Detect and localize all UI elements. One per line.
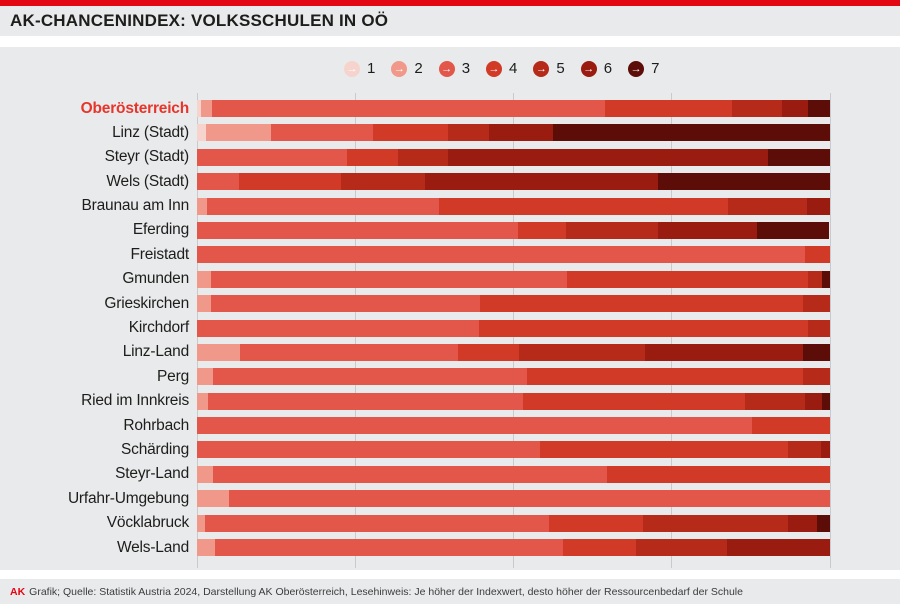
bar-segment-index-6: [805, 393, 822, 410]
chart-row: [0, 539, 900, 556]
title-band: [0, 6, 900, 36]
chart-row: [0, 320, 900, 337]
legend-label: 1: [367, 60, 376, 77]
arrow-glyph: →: [346, 62, 358, 75]
row-label: Urfahr-Umgebung: [67, 489, 189, 507]
bar-segment-index-3: [211, 295, 480, 312]
bar-segment-index-4: [458, 344, 519, 361]
legend-item-4: [486, 60, 517, 77]
stacked-bar: [197, 393, 830, 410]
legend-item-3: [439, 60, 470, 77]
arrow-right-icon: [439, 61, 455, 77]
bar-segment-index-2: [197, 490, 229, 507]
bar-segment-index-5: [745, 393, 805, 410]
bar-segment-index-3: [197, 441, 540, 458]
row-label: Eferding: [132, 221, 189, 239]
bar-segment-index-4: [605, 100, 732, 117]
chart-row: [0, 173, 900, 190]
stacked-bar: [197, 173, 830, 190]
row-label: Perg: [157, 367, 189, 385]
source-text: Grafik; Quelle: Statistik Austria 2024, Darstellung AK Oberösterreich, Lesehinweis: Je höher der Indexwert, desto höher der Ressourcenbedarf der Schule: [29, 585, 743, 598]
bar-segment-index-2: [206, 124, 271, 141]
bar-segment-index-6: [425, 173, 657, 190]
stacked-bar-chart: [0, 100, 900, 563]
chart-row: [0, 515, 900, 532]
chart-row: [0, 149, 900, 166]
bar-segment-index-4: [479, 320, 808, 337]
arrow-right-icon: [533, 61, 549, 77]
stacked-bar: [197, 344, 830, 361]
bar-segment-index-4: [518, 222, 566, 239]
row-label: Braunau am Inn: [81, 197, 189, 215]
legend-item-7: [628, 60, 659, 77]
divider: [0, 36, 900, 47]
bar-segment-index-6: [821, 441, 830, 458]
bar-segment-index-4: [439, 198, 728, 215]
chart-row: [0, 441, 900, 458]
row-label: Steyr-Land: [115, 465, 189, 483]
arrow-glyph: →: [393, 62, 405, 75]
legend-label: 5: [556, 60, 565, 77]
chart-row: [0, 222, 900, 239]
stacked-bar: [197, 368, 830, 385]
row-label: Steyr (Stadt): [104, 148, 189, 166]
bar-segment-index-5: [448, 124, 490, 141]
bar-segment-index-4: [523, 393, 745, 410]
bar-segment-index-2: [197, 271, 211, 288]
row-label: Kirchdorf: [128, 319, 189, 337]
stacked-bar: [197, 539, 830, 556]
chart-row: [0, 124, 900, 141]
legend-label: 3: [461, 60, 471, 77]
bar-segment-index-3: [211, 271, 567, 288]
bar-segment-index-3: [197, 222, 518, 239]
bar-segment-index-5: [803, 295, 830, 312]
bar-segment-index-5: [808, 271, 822, 288]
bar-segment-index-7: [817, 515, 830, 532]
bar-segment-index-5: [398, 149, 448, 166]
stacked-bar: [197, 149, 830, 166]
chart-row: [0, 466, 900, 483]
bar-segment-index-5: [803, 368, 830, 385]
chart-row: [0, 271, 900, 288]
legend-item-6: [581, 60, 612, 77]
bar-segment-index-5: [519, 344, 645, 361]
bar-segment-index-2: [197, 198, 207, 215]
bar-segment-index-6: [807, 198, 830, 215]
legend-label: 2: [414, 60, 423, 77]
bar-segment-index-3: [197, 173, 239, 190]
arrow-glyph: →: [535, 62, 547, 75]
bar-segment-index-4: [752, 417, 830, 434]
bar-segment-index-6: [489, 124, 552, 141]
stacked-bar: [197, 100, 830, 117]
arrow-right-icon: [581, 61, 597, 77]
row-label: Ried im Innkreis: [81, 392, 189, 410]
legend: [344, 60, 675, 77]
legend-label: 7: [651, 60, 660, 77]
stacked-bar: [197, 198, 830, 215]
stacked-bar: [197, 441, 830, 458]
chart-row: [0, 198, 900, 215]
arrow-glyph: →: [630, 62, 642, 75]
row-label: Oberösterreich: [80, 99, 189, 117]
bar-segment-index-4: [567, 271, 808, 288]
legend-label: 6: [603, 60, 613, 77]
arrow-glyph: →: [441, 62, 453, 75]
bar-segment-index-3: [197, 149, 347, 166]
bar-segment-index-6: [645, 344, 803, 361]
bar-segment-index-6: [727, 539, 830, 556]
chart-rows: [0, 100, 900, 556]
bar-segment-index-6: [782, 100, 808, 117]
bar-segment-index-3: [207, 198, 439, 215]
row-label: Schärding: [121, 440, 189, 458]
chart-row: [0, 295, 900, 312]
row-label: Linz (Stadt): [112, 123, 189, 141]
bar-segment-index-3: [213, 368, 527, 385]
bar-segment-index-6: [448, 149, 768, 166]
stacked-bar: [197, 490, 830, 507]
bar-segment-index-4: [549, 515, 643, 532]
bar-segment-index-4: [607, 466, 830, 483]
stacked-bar: [197, 515, 830, 532]
bar-segment-index-5: [566, 222, 658, 239]
bar-segment-index-6: [788, 515, 817, 532]
stacked-bar: [197, 320, 830, 337]
stacked-bar: [197, 124, 830, 141]
bar-segment-index-3: [271, 124, 373, 141]
bar-segment-index-7: [757, 222, 830, 239]
chart-panel: [0, 47, 900, 570]
bar-segment-index-2: [197, 295, 211, 312]
bar-segment-index-5: [341, 173, 426, 190]
arrow-right-icon: [391, 61, 407, 77]
bar-segment-index-3: [208, 393, 523, 410]
row-label: Gmunden: [122, 270, 189, 288]
bar-segment-index-5: [636, 539, 727, 556]
arrow-glyph: →: [488, 62, 500, 75]
bar-segment-index-5: [808, 320, 830, 337]
bar-segment-index-4: [373, 124, 448, 141]
brand-ak: AK: [10, 585, 26, 598]
legend-label: 4: [509, 60, 518, 77]
bar-segment-index-3: [197, 320, 479, 337]
bar-segment-index-3: [213, 466, 607, 483]
bar-segment-index-1: [197, 124, 206, 141]
stacked-bar: [197, 246, 830, 263]
source-band: [0, 579, 900, 604]
bar-segment-index-6: [658, 222, 757, 239]
bar-segment-index-2: [197, 393, 208, 410]
bar-segment-index-2: [197, 344, 240, 361]
bar-segment-index-5: [788, 441, 821, 458]
bar-segment-index-2: [201, 100, 212, 117]
bar-segment-index-5: [728, 198, 807, 215]
chart-row: [0, 417, 900, 434]
bar-segment-index-7: [553, 124, 830, 141]
bar-segment-index-4: [805, 246, 830, 263]
row-label: Wels (Stadt): [106, 172, 189, 190]
row-label: Freistadt: [130, 245, 189, 263]
bar-segment-index-4: [239, 173, 341, 190]
legend-item-5: [533, 60, 564, 77]
chart-row: [0, 490, 900, 507]
chart-row: [0, 100, 900, 117]
bar-segment-index-2: [197, 368, 213, 385]
bar-segment-index-3: [197, 246, 805, 263]
bar-segment-index-4: [563, 539, 636, 556]
stacked-bar: [197, 271, 830, 288]
page-title: AK-CHANCENINDEX: VOLKSSCHULEN IN OÖ: [10, 11, 389, 30]
bar-segment-index-4: [527, 368, 803, 385]
row-label: Linz-Land: [122, 343, 189, 361]
row-label: Vöcklabruck: [106, 514, 189, 532]
chart-row: [0, 344, 900, 361]
bar-segment-index-2: [197, 539, 215, 556]
bar-segment-index-3: [212, 100, 605, 117]
bar-segment-index-7: [803, 344, 830, 361]
bar-segment-index-3: [215, 539, 563, 556]
bar-segment-index-7: [822, 393, 830, 410]
row-label: Rohrbach: [123, 416, 189, 434]
bar-segment-index-7: [658, 173, 830, 190]
bar-segment-index-2: [197, 515, 205, 532]
bar-segment-index-3: [197, 417, 752, 434]
divider: [0, 570, 900, 579]
bar-segment-index-7: [822, 271, 830, 288]
bar-segment-index-7: [768, 149, 830, 166]
chart-row: [0, 246, 900, 263]
row-label: Grieskirchen: [104, 294, 189, 312]
bar-segment-index-3: [229, 490, 830, 507]
bar-segment-index-2: [197, 466, 213, 483]
bar-segment-index-5: [643, 515, 788, 532]
bar-segment-index-4: [347, 149, 398, 166]
chart-row: [0, 368, 900, 385]
arrow-glyph: →: [583, 62, 595, 75]
chart-row: [0, 393, 900, 410]
bar-segment-index-3: [205, 515, 549, 532]
bar-segment-index-4: [480, 295, 803, 312]
bar-segment-index-5: [732, 100, 782, 117]
bar-segment-index-3: [240, 344, 458, 361]
legend-item-2: [391, 60, 422, 77]
stacked-bar: [197, 466, 830, 483]
row-label: Wels-Land: [116, 538, 189, 556]
arrow-right-icon: [628, 61, 644, 77]
stacked-bar: [197, 417, 830, 434]
bar-segment-index-7: [808, 100, 830, 117]
stacked-bar: [197, 295, 830, 312]
arrow-right-icon: [344, 61, 360, 77]
legend-item-1: [344, 60, 375, 77]
stacked-bar: [197, 222, 830, 239]
arrow-right-icon: [486, 61, 502, 77]
bar-segment-index-4: [540, 441, 788, 458]
